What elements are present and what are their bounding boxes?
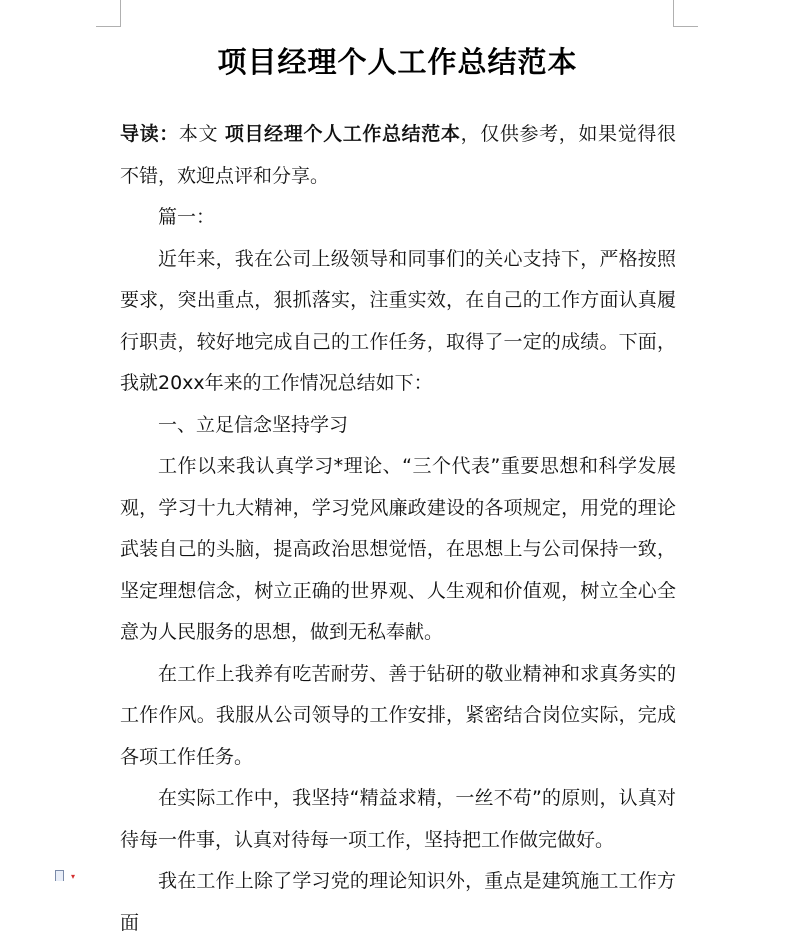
section-heading-part-one: 篇一：: [158, 206, 216, 228]
document-icon: [55, 870, 64, 881]
paragraph-principle: 在实际工作中，我坚持“精益求精，一丝不苟”的原则，认真对待每一件事，认真对待每一项工作，坚持把工作做完做好。: [120, 787, 676, 851]
paragraph-intro: 近年来，我在公司上级领导和同事们的关心支持下，严格按照要求，突出重点，狠抓落实，注重实效，在自己的工作方面认真履行职责，较好地完成自己的工作任务，取得了一定的成绩。下面，我就20xx年来的工作情况总结如下：: [120, 247, 676, 394]
document-title: 项目经理个人工作总结范本: [217, 45, 578, 79]
intro-label: 导读：: [120, 123, 179, 145]
document-body: [120, 114, 676, 944]
crop-mark-top-right-vertical: [673, 0, 674, 26]
crop-mark-top-right-horizontal: [673, 26, 698, 27]
section-heading-1: 一、立足信念坚持学习: [158, 413, 349, 436]
intro-post: ，仅供参考，如果觉得很不错，欢迎点评和分享。: [120, 123, 676, 187]
intro-bold-title: 项目经理个人工作总结范本: [224, 123, 461, 145]
intro-pre: 本文: [178, 123, 225, 145]
paragraph-partial: 我在工作上除了学习党的理论知识外，重点是建筑施工工作方面: [120, 870, 676, 934]
paragraph-work-attitude: 在工作上我养有吃苦耐劳、善于钻研的敬业精神和求真务实的工作作风。我服从公司领导的工作安排，紧密结合岗位实际，完成各项工作任务。: [120, 662, 676, 768]
document-icon-badge: ▾: [71, 872, 76, 881]
crop-mark-top-left-vertical: [120, 0, 121, 26]
intro-paragraph: [120, 114, 676, 197]
paragraph-study: 工作以来我认真学习*理论、“三个代表”重要思想和科学发展观，学习十九大精神，学习党风廉政建设的各项规定，用党的理论武装自己的头脑，提高政治思想觉悟，在思想上与公司保持一致，坚定理想信念，树立正确的世界观、人生观和价值观，树立全心全意为人民服务的思想，做到无私奉献。: [120, 455, 676, 643]
crop-mark-top-left-horizontal: [96, 26, 121, 27]
